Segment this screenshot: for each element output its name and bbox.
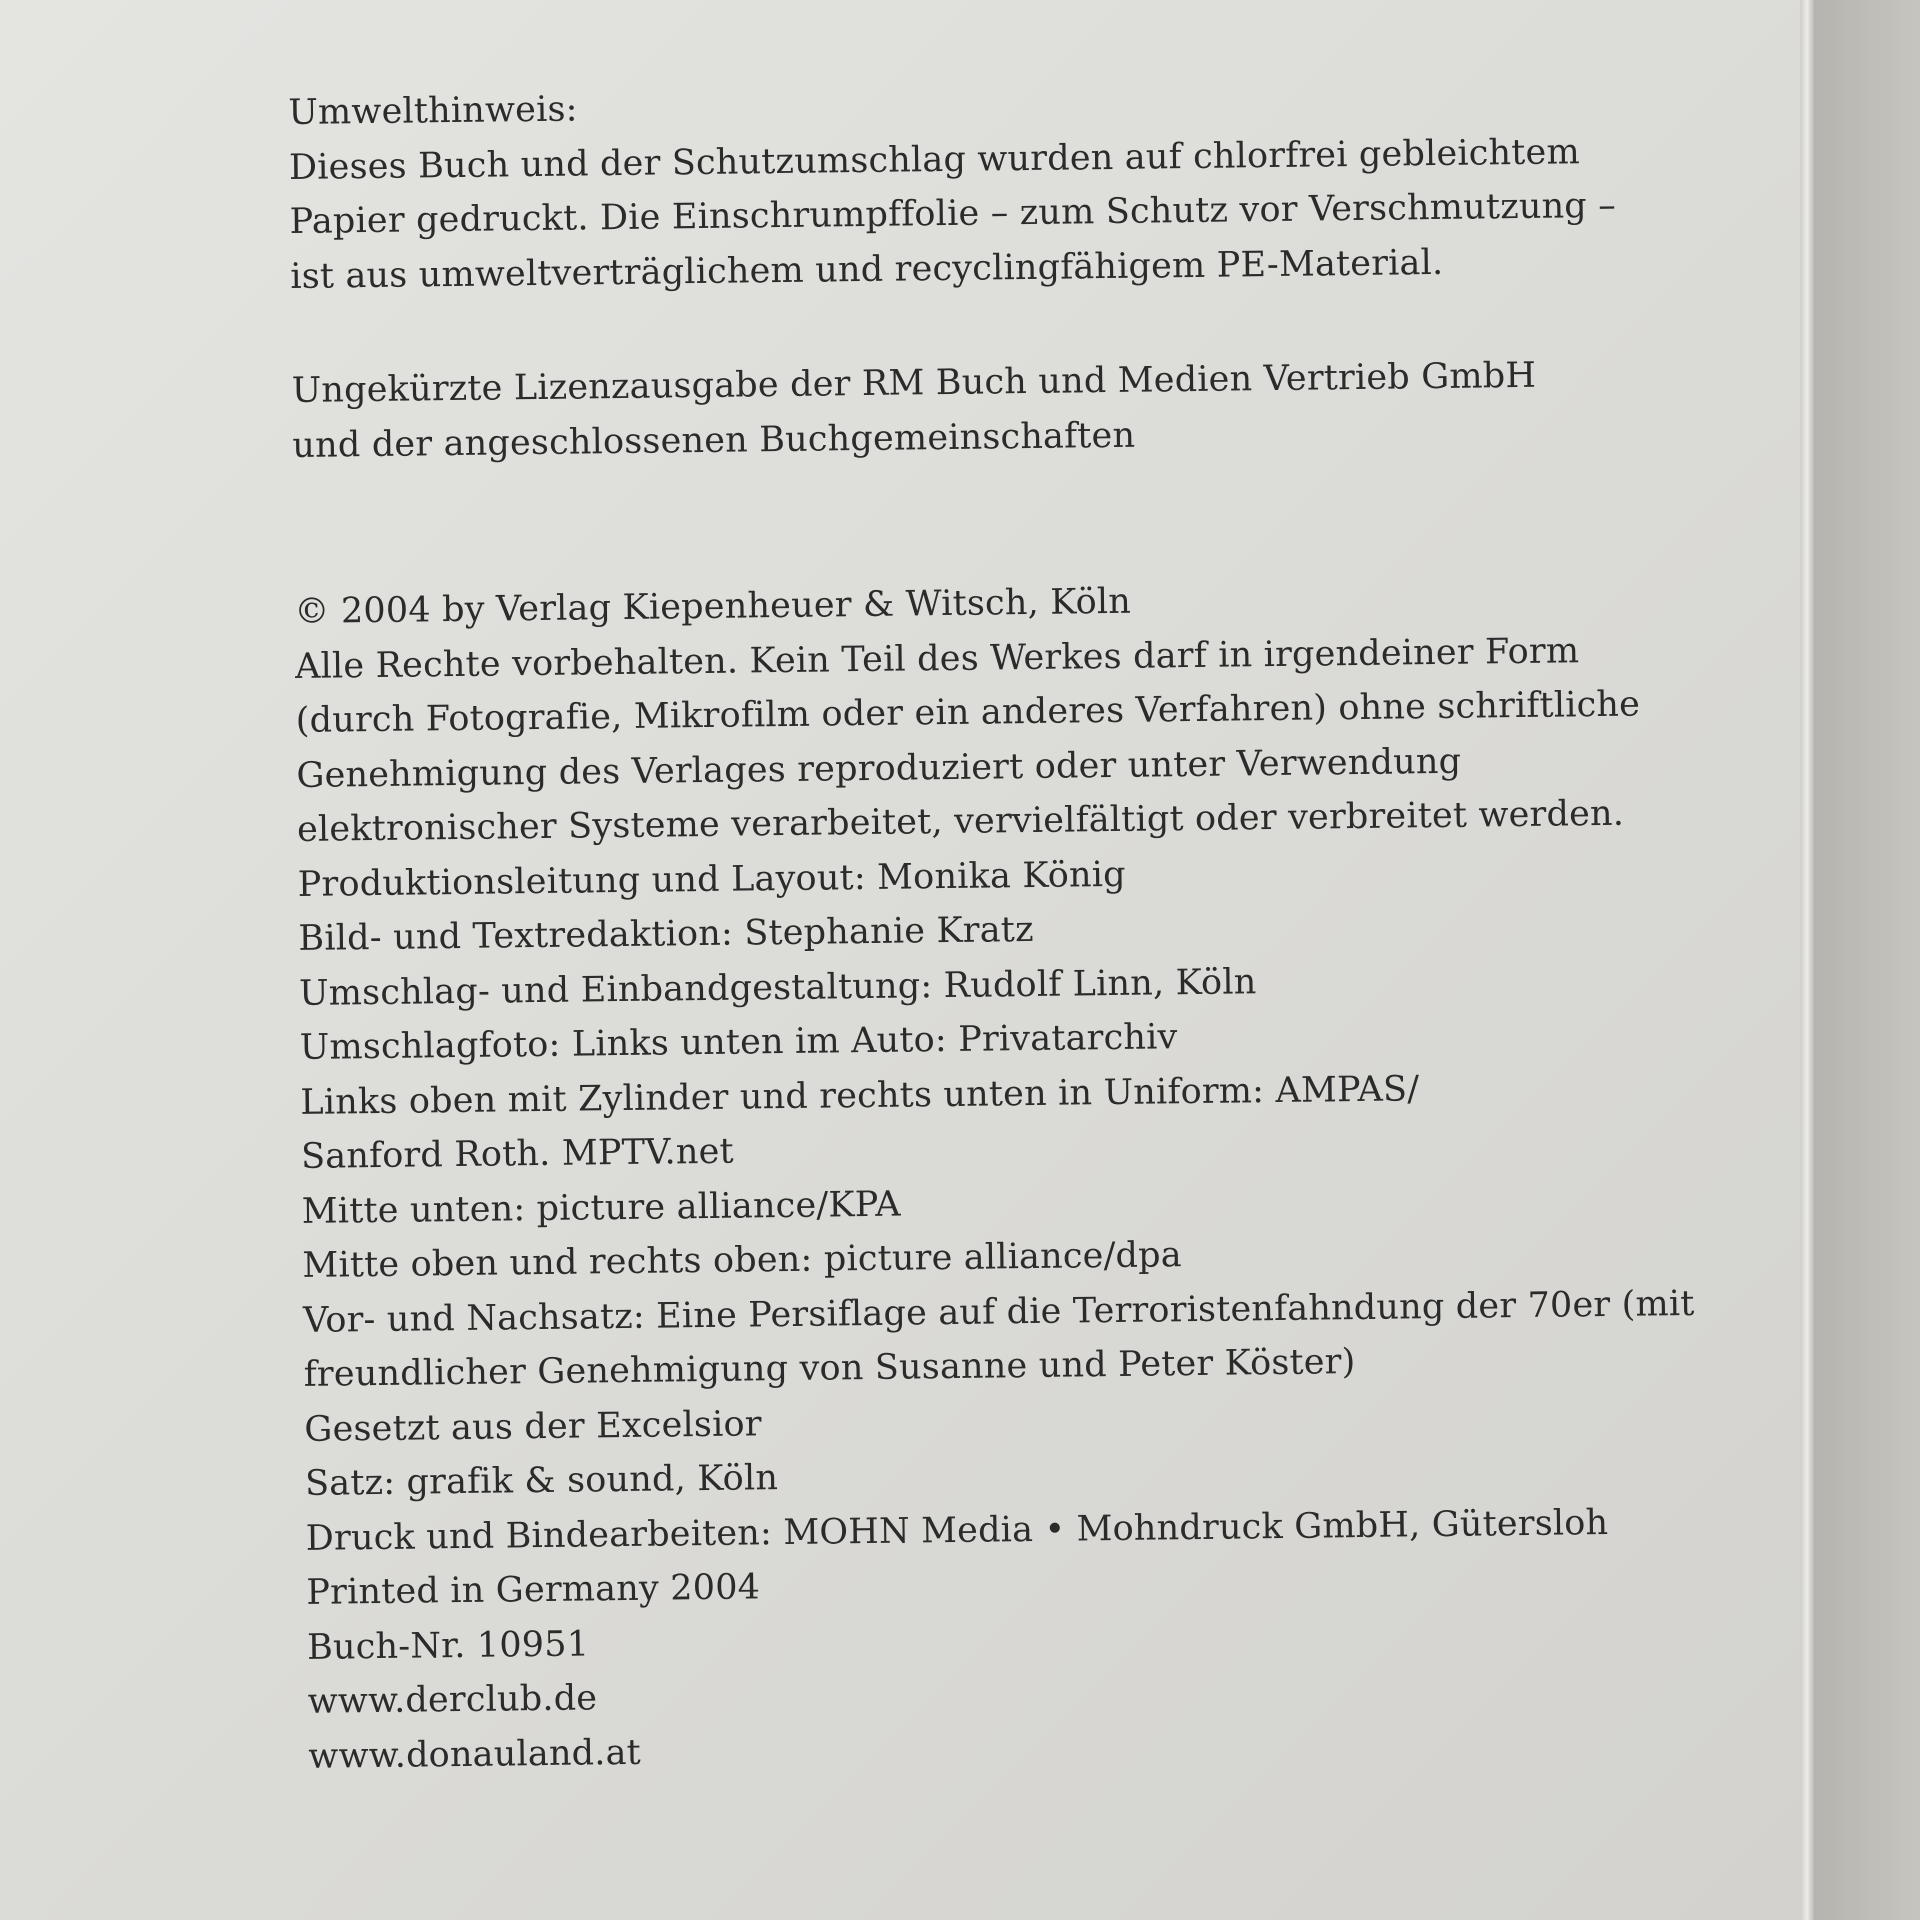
paragraph-spacer xyxy=(293,455,1754,585)
production-credit: Produktionsleitung und Layout: Monika König xyxy=(297,854,1127,905)
printing-credit: Druck und Bindearbeiten: MOHN Media • Mohndruck GmbH, Gütersloh xyxy=(305,1502,1609,1559)
endpaper-credit: Vor- und Nachsatz: Eine Persiflage auf die Terroristenfahndung der 70er (mit xyxy=(302,1283,1695,1341)
imprint-text-block xyxy=(288,68,1769,1784)
website-line: www.donauland.at xyxy=(308,1732,642,1777)
rights-line: Genehmigung des Verlages reproduziert oder unter Verwendung xyxy=(296,741,1462,796)
printed-in-line: Printed in Germany 2004 xyxy=(306,1567,761,1613)
environment-line: ist aus umweltverträglichem und recyclingfähigem PE-Material. xyxy=(290,242,1444,297)
underlying-page xyxy=(1814,0,1920,1920)
website-line: www.derclub.de xyxy=(307,1678,598,1722)
endpaper-credit: freundlicher Genehmigung von Susanne und Peter Köster) xyxy=(303,1342,1356,1395)
license-line: und der angeschlossenen Buchgemeinschaften xyxy=(292,415,1136,466)
cover-photo-credit: Mitte oben und rechts oben: picture alliance/dpa xyxy=(302,1235,1183,1286)
copyright-line: © 2004 by Verlag Kiepenheuer & Witsch, Köln xyxy=(294,581,1132,632)
cover-photo-credit: Sanford Roth. MPTV.net xyxy=(300,1131,734,1177)
license-line: Ungekürzte Lizenzausgabe der RM Buch und Medien Vertrieb GmbH xyxy=(291,355,1537,411)
cover-photo-credit: Mitte unten: picture alliance/KPA xyxy=(301,1184,901,1232)
copyright-imprint xyxy=(294,567,1769,1784)
cover-photo-credit: Umschlagfoto: Links unten im Auto: Privatarchiv xyxy=(299,1017,1178,1068)
environment-line: Dieses Buch und der Schutzumschlag wurden auf chlorfrei gebleichtem xyxy=(288,131,1581,188)
rights-line: Alle Rechte vorbehalten. Kein Teil des Werkes darf in irgendeiner Form xyxy=(294,630,1580,687)
rights-line: (durch Fotografie, Mikrofilm oder ein anderes Verfahren) ohne schriftliche xyxy=(295,684,1641,741)
rights-line: elektronischer Systeme verarbeitet, vervielfältigt oder verbreitet werden. xyxy=(296,793,1625,850)
cover-photo-credit: Links oben mit Zylinder und rechts unten in Uniform: AMPAS/ xyxy=(300,1068,1420,1123)
environment-line: Papier gedruckt. Die Einschrumpffolie – zum Schutz vor Verschmutzung – xyxy=(289,185,1617,242)
environment-heading: Umwelthinweis: xyxy=(288,89,578,133)
license-notice xyxy=(291,346,1752,473)
typesetting-credit: Satz: grafik & sound, Köln xyxy=(304,1458,779,1504)
page-edge xyxy=(1800,0,1814,1920)
environment-notice xyxy=(288,68,1751,304)
editorial-credit: Bild- und Textredaktion: Stephanie Kratz xyxy=(298,909,1034,959)
cover-design-credit: Umschlag- und Einbandgestaltung: Rudolf Linn, Köln xyxy=(298,961,1257,1014)
book-number: Buch-Nr. 10951 xyxy=(306,1623,590,1668)
typeface-credit: Gesetzt aus der Excelsior xyxy=(304,1403,762,1450)
